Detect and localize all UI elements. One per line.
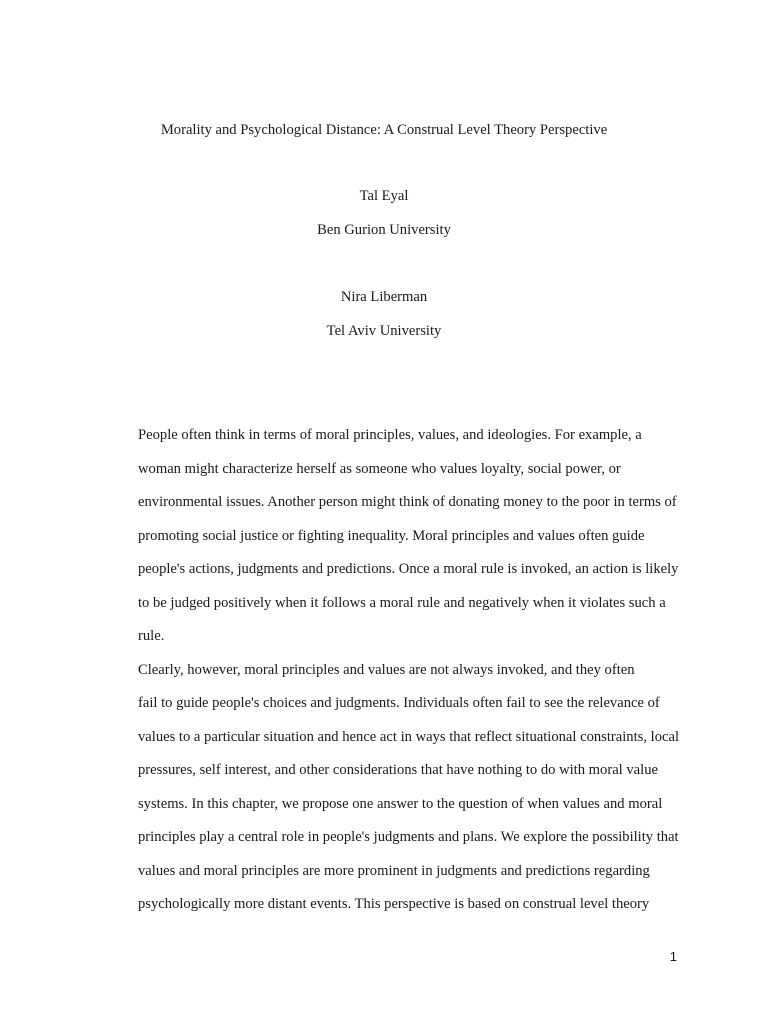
text-line: values to a particular situation and hence act in ways that reflect situational constraints, local: [138, 728, 679, 745]
text-line: people's actions, judgments and predictions. Once a moral rule is invoked, an action is likely: [138, 561, 679, 577]
author-affiliation: Tel Aviv University: [326, 323, 442, 339]
text-line: values and moral principles are more prominent in judgments and predictions regarding: [138, 862, 650, 879]
author-name: Nira Liberman: [340, 289, 428, 305]
text-line: to be judged positively when it follows a moral rule and negatively when it violates such a: [138, 594, 666, 611]
text-line: woman might characterize herself as someone who values loyalty, social power, or: [138, 460, 621, 477]
text-line: systems. In this chapter, we propose one answer to the question of when values and moral: [138, 795, 663, 812]
text-line: psychologically more distant events. This perspective is based on construal level theory: [138, 896, 650, 912]
page-number: 1: [669, 949, 677, 964]
body-text: [91, 419, 679, 922]
text-line: principles play a central role in people's judgments and plans. We explore the possibility that: [138, 829, 679, 845]
text-line: People often think in terms of moral principles, values, and ideologies. For example, a: [138, 427, 642, 443]
paragraph: [91, 419, 679, 654]
text-line: pressures, self interest, and other considerations that have nothing to do with moral value: [138, 762, 658, 778]
author-affiliation: Ben Gurion University: [317, 222, 451, 238]
text-line: Clearly, however, moral principles and values are not always invoked, and they often: [138, 661, 635, 678]
author-name: Tal Eyal: [359, 188, 409, 204]
text-line: environmental issues. Another person might think of donating money to the poor in terms of: [138, 494, 677, 510]
text-line: promoting social justice or fighting inequality. Moral principles and values often guide: [138, 527, 645, 544]
text-line: fail to guide people's choices and judgments. Individuals often fail to see the relevance of: [138, 695, 660, 711]
paper-title: Morality and Psychological Distance: A Construal Level Theory Perspective: [160, 122, 608, 138]
paragraph: [91, 654, 679, 922]
text-line: rule.: [138, 628, 165, 644]
